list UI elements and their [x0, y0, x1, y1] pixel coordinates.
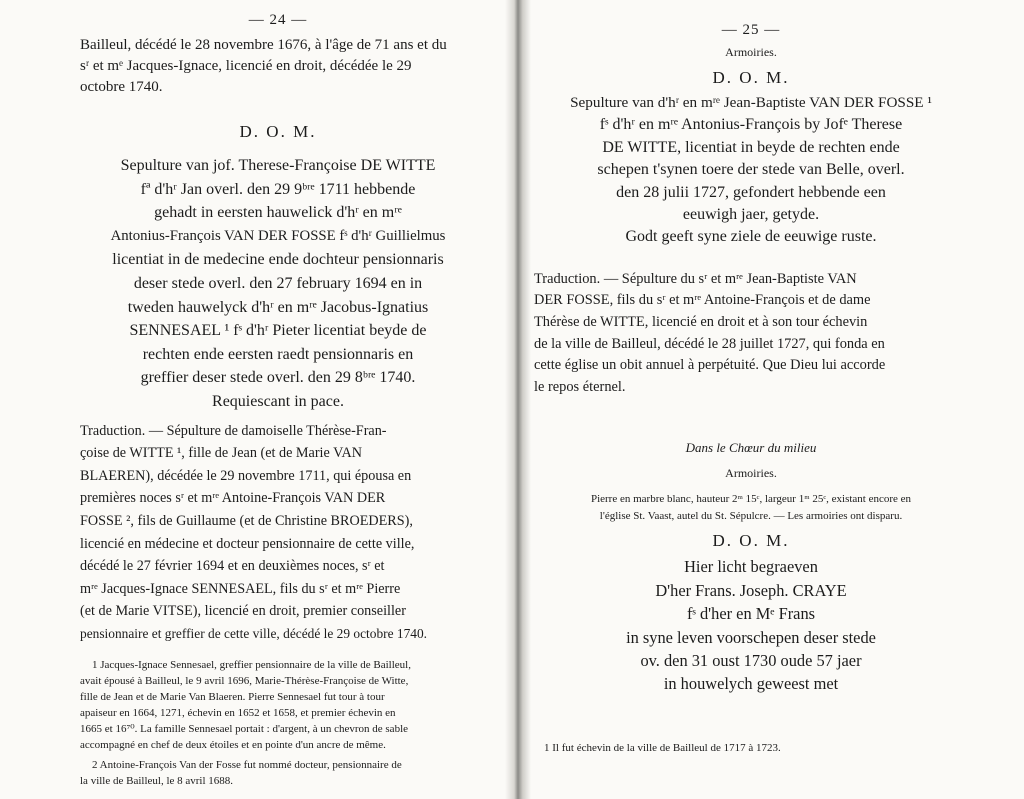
inscription-line: deser stede overl. den 27 february 1694 en in [133, 274, 423, 292]
text-line: octobre 1740. [80, 79, 163, 95]
right-page [512, 0, 1024, 799]
inscription-line: Godt geeft syne ziele de eeuwige ruste. [625, 228, 877, 246]
footnote-line: 1 Jacques-Ignace Sennesael, greffier pensionnaire de la ville de Bailleul, [92, 659, 411, 672]
translation-line: çoise de WITTE ¹, fille de Jean (et de Marie VAN [80, 445, 362, 462]
inscription-line: fª d'hʳ Jan overl. den 29 9ᵇʳᵉ 1711 hebbende [140, 180, 416, 198]
stone-description [534, 491, 968, 525]
inscription-line: greffier deser stede overl. den 29 8ᵇʳᵉ 1740. [140, 369, 416, 387]
epitaph-line: in syne leven voorschepen deser stede [626, 627, 876, 647]
armoiries-heading-2: Armoiries. [725, 466, 777, 481]
dom-heading: D. O. M. [239, 122, 317, 141]
translation-line: le repos éternel. [534, 378, 626, 395]
footnote-line: avait épousé à Bailleul, le 9 avril 1696, Marie-Thérèse-Françoise de Witte, [80, 675, 409, 688]
translation [80, 420, 476, 646]
inscription-line: Antonius-François VAN DER FOSSE fˢ d'hʳ Guillielmus [110, 227, 446, 244]
epitaph-line: ov. den 31 oust 1730 oude 57 jaer [640, 651, 862, 671]
footnote-1: 1 Il fut échevin de la ville de Bailleul de 1717 à 1723. [544, 741, 781, 754]
dom-heading-2: D. O. M. [712, 531, 790, 551]
section-title: Dans le Chœur du milieu [685, 440, 817, 456]
translation-line: pensionnaire et greffier de cette ville, décédé le 29 octobre 1740. [80, 625, 428, 641]
inscription-line: SENNESAEL ¹ fˢ d'hʳ Pieter licentiat beyde de [129, 322, 427, 340]
inscription-line: tweden hauwelyck d'hʳ en mʳᵉ Jacobus-Ignatius [127, 298, 429, 316]
text-line: l'église St. Vaast, autel du St. Sépulcre. — Les armoiries ont disparu. [599, 510, 903, 523]
inscription-line: DE WITTE, licentiat in beyde de rechten ende [602, 138, 900, 156]
page-number: — 25 — [721, 22, 781, 38]
footnote-line: apaiseur en 1664, 1271, échevin en 1652 et 1658, et premier échevin en [80, 707, 396, 720]
translation-line: FOSSE ², fils de Guillaume (et de Christine BROEDERS), [80, 512, 413, 529]
inscription-line: den 28 julii 1727, gefondert hebbende een [616, 183, 886, 201]
text-line: Bailleul, décédé le 28 novembre 1676, à l'âge de 71 ans et du [80, 37, 447, 53]
footnote-line: 2 Antoine-François Van der Fosse fut nommé docteur, pensionnaire de [92, 759, 402, 772]
intro-paragraph [80, 35, 476, 98]
footnote-line: la ville de Bailleul, le 8 avril 1688. [80, 775, 234, 788]
armoiries-heading: Armoiries. [725, 45, 777, 59]
footnote-2 [80, 757, 476, 789]
translation-line: Traduction. — Sépulture du sʳ et mʳᵉ Jean-Baptiste VAN [534, 270, 857, 287]
page-number: — 24 — [248, 12, 308, 28]
dom-heading: D. O. M. [712, 68, 790, 87]
inscription-line: Requiescant in pace. [212, 392, 344, 410]
inscription-line: schepen t'synen toere der stede van Belle, overl. [597, 161, 905, 179]
footnotes [80, 657, 476, 789]
translation-line: Thérèse de WITTE, licencié en droit et à son tour échevin [534, 314, 868, 331]
inscription [80, 154, 476, 414]
inscription-line: eeuwigh jaer, getyde. [682, 206, 820, 224]
translation-line: mʳᵉ Jacques-Ignace SENNESAEL, fils du sʳ et mʳᵉ Pierre [80, 580, 401, 597]
inscription-line: Sepulture van jof. Therese-Françoise DE WITTE [120, 157, 436, 174]
epitaph-line: in houwelych geweest met [663, 674, 839, 694]
footnote-1 [80, 657, 476, 753]
inscription-line: fˢ d'hʳ en mʳᵉ Antonius-François by Jofᵉ Therese [599, 116, 903, 134]
translation-line: premières noces sʳ et mʳᵉ Antoine-François VAN DER [80, 490, 386, 507]
translation-line: décédé le 27 février 1694 et en deuxièmes noces, sʳ et [80, 558, 385, 575]
inscription-line: rechten ende eersten raedt pensionnaris en [142, 345, 414, 363]
inscription-line: Sepulture van d'hʳ en mʳᵉ Jean-Baptiste VAN DER FOSSE ¹ [570, 94, 932, 111]
epitaph-line: fˢ d'her en Mᵉ Frans [686, 604, 816, 624]
text-line: sʳ et mᵉ Jacques-Ignace, licencié en droit, décédée le 29 [80, 58, 412, 74]
inscription-line: licentiat in de medecine ende dochteur pensionnaris [112, 251, 444, 269]
translation-line: cette église un obit annuel à perpétuité. Que Dieu lui accorde [534, 357, 886, 374]
inscription [534, 92, 968, 249]
epitaph [534, 555, 968, 695]
translation-line: BLAEREN), décédée le 29 novembre 1711, qui épousa en [80, 467, 412, 484]
footnote-line: 1665 et 16⁷⁰. La famille Sennesael portait : d'argent, à un chevron de sable [80, 723, 409, 736]
translation [534, 269, 968, 399]
text-line: Pierre en marbre blanc, hauteur 2ᵐ 15ᶜ, largeur 1ᵐ 25ᶜ, existant encore en [590, 493, 912, 506]
translation-line: Traduction. — Sépulture de damoiselle Thérèse-Fran- [80, 422, 387, 439]
epitaph-line: Hier licht begraeven [684, 557, 818, 577]
footnote-line: fille de Jean et de Marie Van Blaeren. Pierre Sennesael fut tour à tour [80, 691, 385, 704]
footnote-line: accompagné en chef de deux étoiles et en pointe d'un ancre de même. [80, 739, 386, 752]
epitaph-line: D'her Frans. Joseph. CRAYE [655, 580, 847, 600]
translation-line: DER FOSSE, fils du sʳ et mʳᵉ Antoine-François et de dame [534, 292, 871, 309]
translation-line: (et de Marie VITSE), licencié en droit, premier conseiller [80, 603, 406, 620]
inscription-line: gehadt in eersten hauwelick d'hʳ en mʳᵉ [154, 204, 402, 222]
translation-line: licencié en médecine et docteur pensionnaire de cette ville, [80, 535, 415, 552]
translation-line: de la ville de Bailleul, décédé le 28 juillet 1727, qui fonda en [534, 335, 885, 352]
